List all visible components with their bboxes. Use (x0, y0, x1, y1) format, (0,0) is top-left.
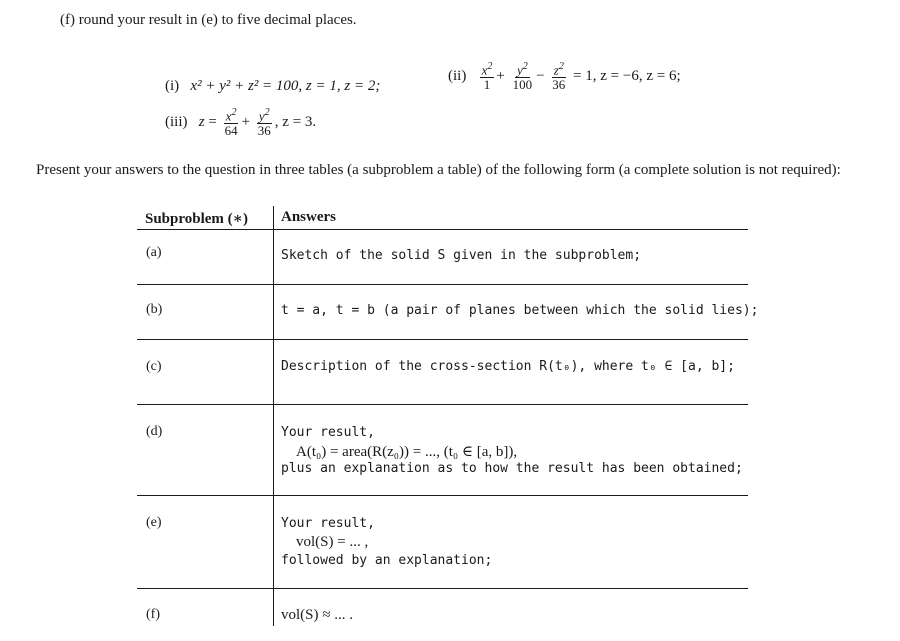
table-rule (137, 284, 748, 285)
answer-a-line: Sketch of the solid S given in the subproblem; (281, 248, 642, 263)
answer-f-line: vol(S) ≈ ... . (281, 607, 353, 623)
fraction-y2-100: $\frac{y^2}{100}$ (512, 61, 533, 92)
answer-d-line-1: Your result, (281, 425, 375, 440)
equation-i-text: x² + y² + z² = 100, z = 1, z = 2; (190, 78, 381, 94)
row-label-f: (f) (146, 607, 160, 622)
table-rule (137, 404, 748, 405)
answer-b-line: t = a, t = b (a pair of planes between which the solid lies); (281, 303, 759, 318)
header-subproblem: Subproblem (∗) (145, 211, 249, 227)
answer-e-line-1: Your result, (281, 516, 375, 531)
header-answers: Answers (281, 209, 336, 225)
table-rule (137, 495, 748, 496)
fraction-y2-36: $\frac{y^2}{36}$ (257, 107, 271, 138)
equation-i (165, 78, 380, 95)
row-label-d: (d) (146, 424, 163, 439)
row-label-b: (b) (146, 302, 163, 317)
fraction-x2-64: $\frac{x^2}{64}$ (224, 107, 238, 138)
fraction-x2-1: $\frac{x^2}{1}$ (481, 61, 493, 92)
equation-ii: (ii) $\frac{x^2}{1}$ + $\frac{y^2}{100}$ − $\frac{z^2}{36}$ = 1, z = −6, z = 6; (448, 61, 681, 92)
row-label-e: (e) (146, 515, 162, 530)
row-label-a: (a) (146, 245, 162, 260)
fraction-z2-36: $\frac{z^2}{36}$ (552, 61, 566, 92)
equation-i-label: (i) (165, 78, 180, 94)
equation-ii-label: (ii) (448, 68, 467, 85)
table-rule (137, 588, 748, 589)
answer-d-line-2: A(t₀) = area(R(z₀)) = ..., (t₀ ∈ [a, b]), (296, 444, 518, 460)
equation-iii-rest: , z = 3. (274, 114, 317, 131)
equation-ii-rest: = 1, z = −6, z = 6; (573, 68, 681, 85)
instructions-paragraph: Present your answers to the question in three tables (a subproblem a table) of the following form (a complete solution is not required): (36, 162, 841, 178)
answer-d-line-3: plus an explanation as to how the result has been obtained; (281, 461, 743, 476)
table-rule (137, 339, 748, 340)
intro-line: (f) round your result in (e) to five decimal places. (60, 12, 357, 28)
equation-iii-label: (iii) (165, 114, 188, 131)
answer-e-line-2: vol(S) = ... , (296, 534, 369, 550)
table-vertical-rule (273, 206, 274, 626)
answer-e-line-3: followed by an explanation; (281, 553, 493, 568)
row-label-c: (c) (146, 359, 162, 374)
equation-iii: (iii) z = $\frac{x^2}{64}$ + $\frac{y^2}{36}$ , z = 3. (165, 107, 317, 138)
answer-c-line: Description of the cross-section R(t₀), where t₀ ∈ [a, b]; (281, 359, 735, 374)
table-rule (137, 229, 748, 230)
